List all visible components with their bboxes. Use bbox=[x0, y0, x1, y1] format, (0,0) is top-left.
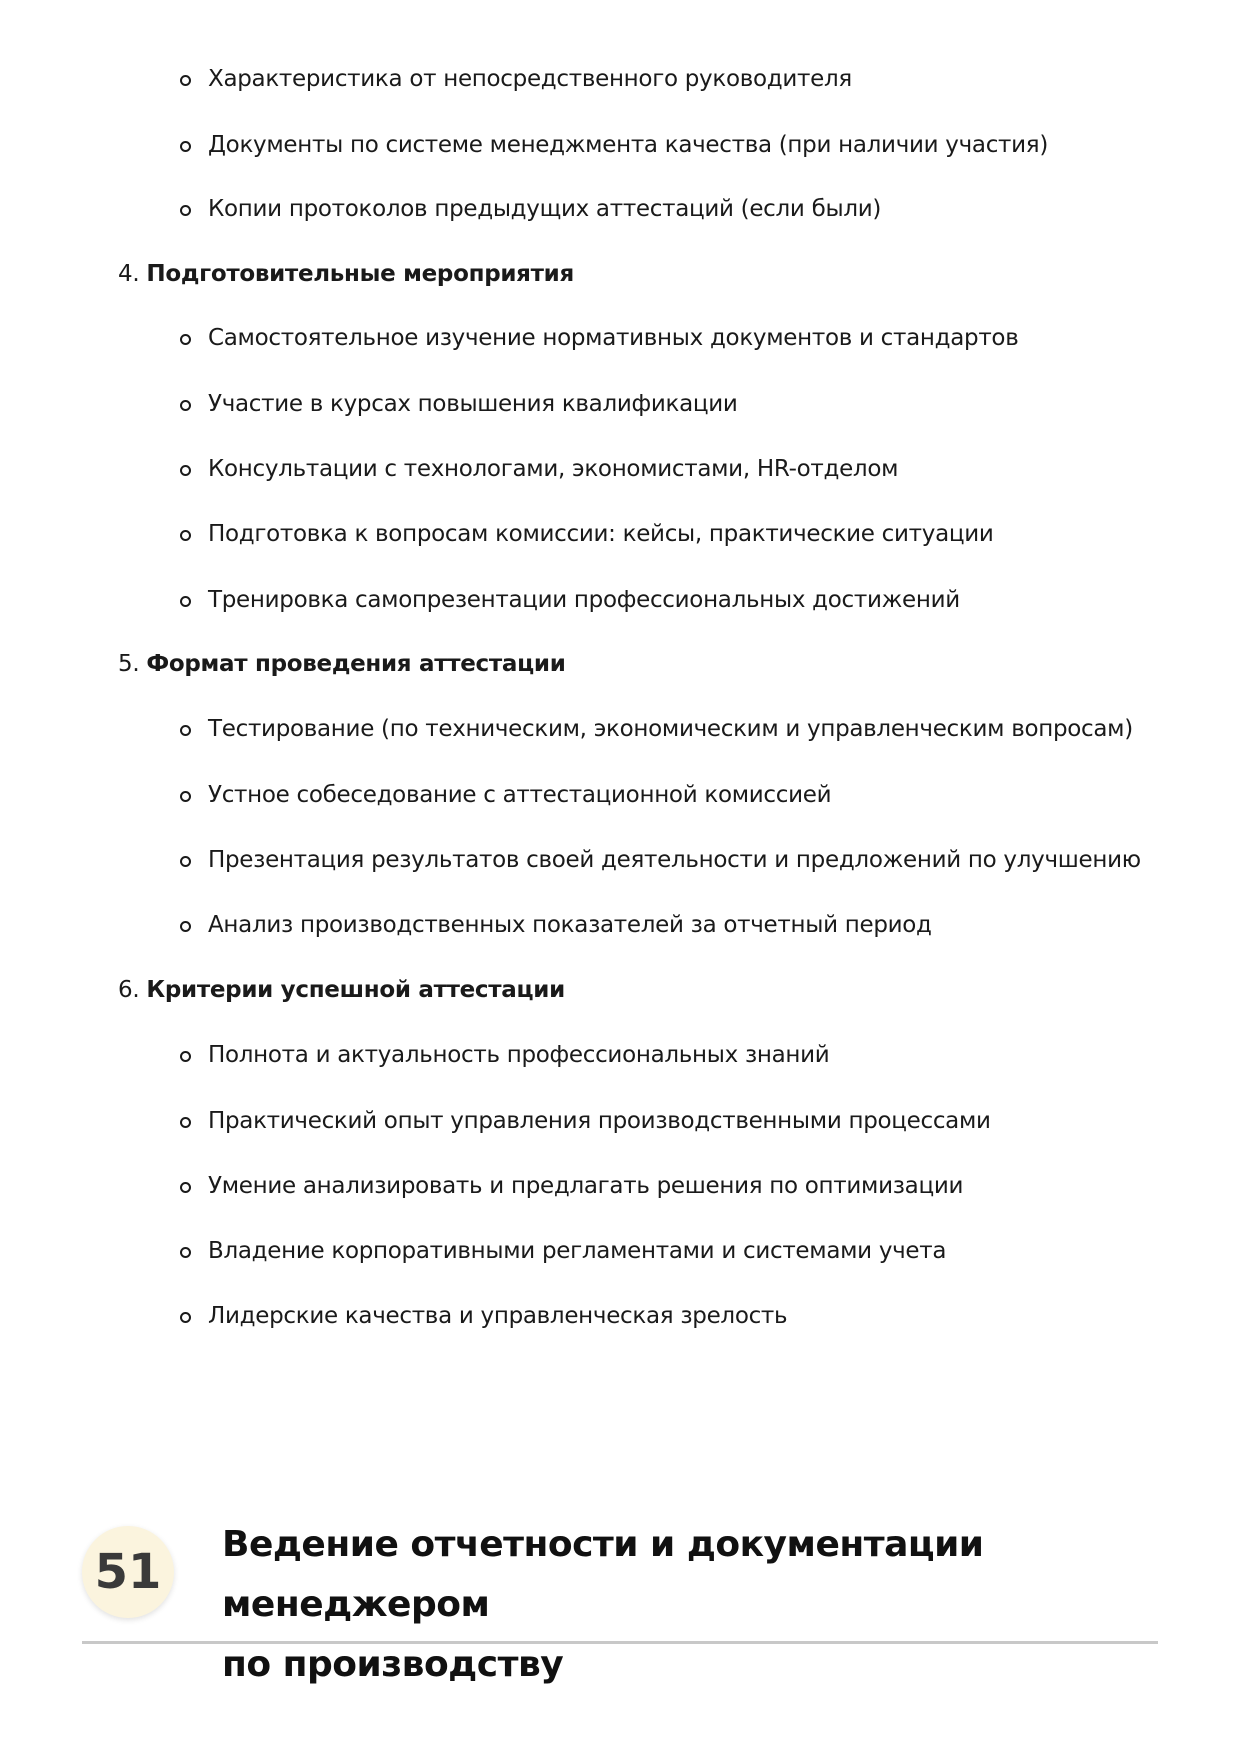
section-number: 6. bbox=[118, 977, 140, 1003]
list-item: Полнота и актуальность профессиональных знаний bbox=[208, 1042, 830, 1068]
chapter-title bbox=[222, 1515, 1172, 1695]
list-item: Практический опыт управления производственными процессами bbox=[208, 1108, 991, 1134]
section-heading bbox=[118, 975, 565, 1005]
section-heading bbox=[118, 649, 566, 679]
chapter-divider bbox=[82, 1641, 1158, 1644]
chapter-title-line: по производству bbox=[222, 1644, 564, 1685]
chapter-title-line: Ведение отчетности и документации менеджером bbox=[222, 1524, 984, 1625]
list-item: Презентация результатов своей деятельности и предложений по улучшению bbox=[208, 847, 1141, 873]
list-item: Характеристика от непосредственного руководителя bbox=[208, 66, 852, 92]
section-title: Критерии успешной аттестации bbox=[146, 977, 565, 1003]
section-number: 5. bbox=[118, 651, 140, 677]
list-item: Копии протоколов предыдущих аттестаций (если были) bbox=[208, 196, 882, 222]
list-item: Участие в курсах повышения квалификации bbox=[208, 391, 738, 417]
list-item: Самостоятельное изучение нормативных документов и стандартов bbox=[208, 325, 1019, 351]
list-item: Тестирование (по техническим, экономическим и управленческим вопросам) bbox=[208, 716, 1133, 742]
section-heading bbox=[118, 259, 574, 289]
section-number: 4. bbox=[118, 261, 140, 287]
chapter-number-badge: 51 bbox=[82, 1526, 174, 1618]
list-item: Устное собеседование с аттестационной комиссией bbox=[208, 782, 832, 808]
list-item: Владение корпоративными регламентами и системами учета bbox=[208, 1238, 947, 1264]
list-item: Документы по системе менеджмента качества (при наличии участия) bbox=[208, 132, 1048, 158]
list-item: Умение анализировать и предлагать решения по оптимизации bbox=[208, 1173, 964, 1199]
list-item: Консультации с технологами, экономистами, HR-отделом bbox=[208, 456, 899, 482]
list-item: Подготовка к вопросам комиссии: кейсы, практические ситуации bbox=[208, 521, 994, 547]
section-title: Формат проведения аттестации bbox=[146, 651, 566, 677]
section-title: Подготовительные мероприятия bbox=[146, 261, 574, 287]
list-item: Тренировка самопрезентации профессиональных достижений bbox=[208, 587, 960, 613]
list-item: Лидерские качества и управленческая зрелость bbox=[208, 1303, 788, 1329]
list-item: Анализ производственных показателей за отчетный период bbox=[208, 912, 932, 938]
